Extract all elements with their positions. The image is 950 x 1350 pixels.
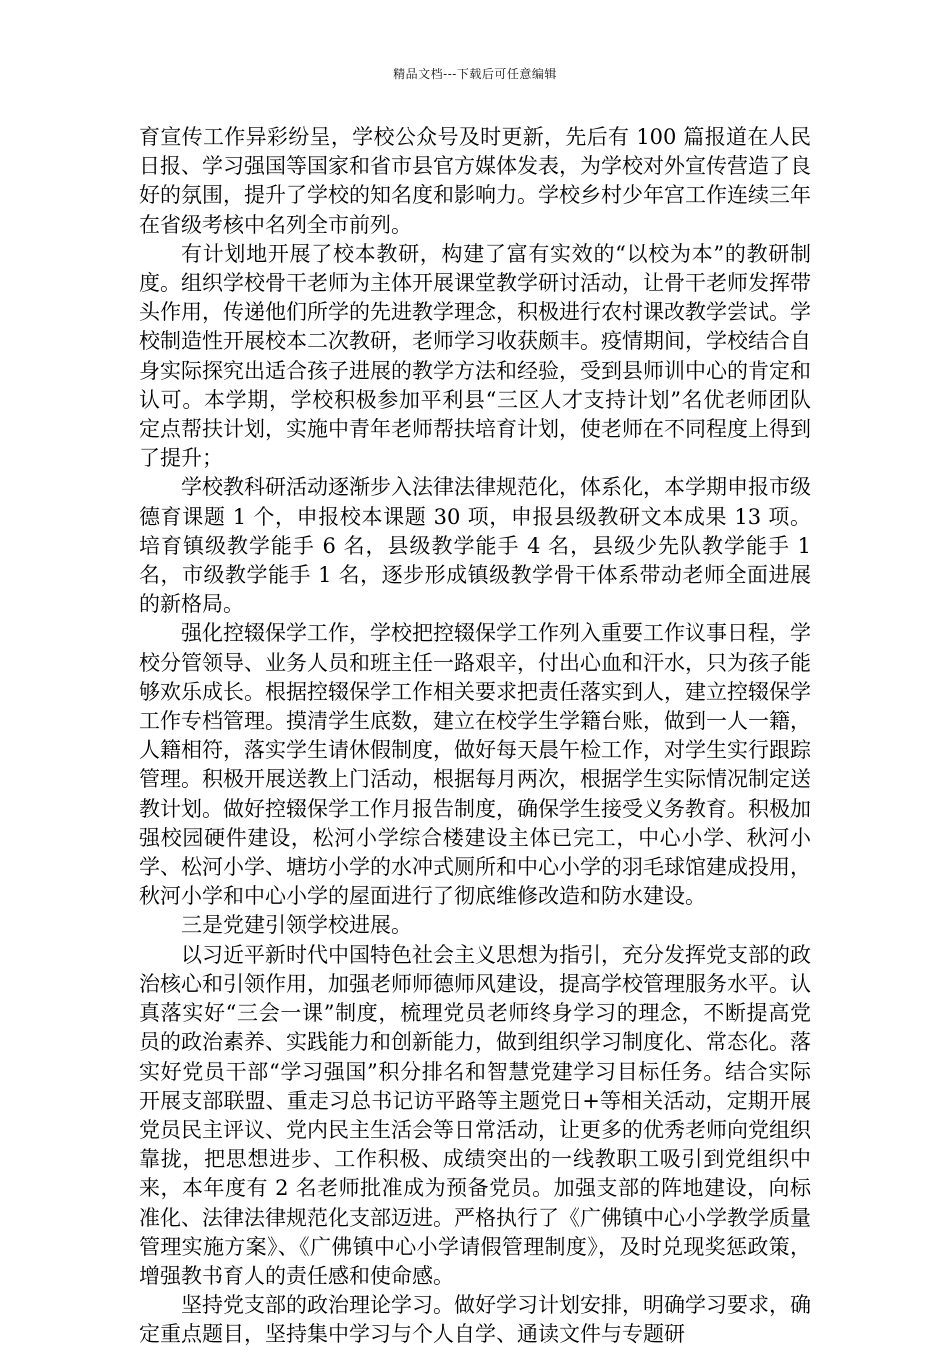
document-body (139, 123, 811, 1350)
paragraph: 育宣传工作异彩纷呈，学校公众号及时更新，先后有 100 篇报道在人民日报、学习强国等国家和省市县官方媒体发表，为学校对外宣传营造了良好的氛围，提升了学校的知名度和影响力。学校乡村少年宫工作连续三年在省级考核中名列全市前列。 (139, 125, 811, 237)
section-heading: 三是党建引领学校进展。 (181, 913, 412, 938)
paragraph: 坚持党支部的政治理论学习。做好学习计划安排，明确学习要求，确定重点题目，坚持集中学习与个人自学、通读文件与专题研 (139, 1293, 811, 1347)
paragraph: 以习近平新时代中国特色社会主义思想为指引，充分发挥党支部的政治核心和引领作用，加强老师师德师风建设，提高学校管理服务水平。认真落实好“三会一课”制度，梳理党员老师终身学习的理念，不断提高党员的政治素养、实践能力和创新能力，做到组织学习制度化、常态化。落实好党员干部“学习强国”积分排名和智慧党建学习目标任务。结合实际开展支部联盟、重走习总书记访平路等主题党日+等相关活动，定期开展党员民主评议、党内民主生活会等日常活动，让更多的优秀老师向党组织靠拢，把思想进步、工作积极、成绩突出的一线教职工吸引到党组织中来，本年度有 2 名老师批准成为预备党员。加强支部的阵地建设，向标准化、法律法律规范化支部迈进。严格执行了《广佛镇中心小学教学质量管理实施方案》、《广佛镇中心小学请假管理制度》，及时兑现奖惩政策，增强教书育人的责任感和使命感。 (139, 942, 811, 1288)
paragraph: 有计划地开展了校本教研，构建了富有实效的“以校为本”的教研制度。组织学校骨干老师为主体开展课堂教学研讨活动，让骨干老师发挥带头作用，传递他们所学的先进教学理念，积极进行农村课改教学尝试。学校制造性开展校本二次教研，老师学习收获颇丰。疫情期间，学校结合自身实际探究出适合孩子进展的教学方法和经验，受到县师训中心的肯定和认可。本学期，学校积极参加平利县“三区人才支持计划”名优老师团队定点帮扶计划，实施中青年老师帮扶培育计划，使老师在不同程度上得到了提升； (139, 241, 811, 471)
paragraph: 学校教科研活动逐渐步入法律法律规范化，体系化，本学期申报市级德育课题 1 个，申报校本课题 30 项，申报县级教研文本成果 13 项。培育镇级教学能手 6 名，县级教学能手 4 名，县级少先队教学能手 1 名，市级教学能手 1 名，逐步形成镇级教学骨干体系带动老师全面进展的新格局。 (139, 475, 811, 617)
paragraph: 强化控辍保学工作，学校把控辍保学工作列入重要工作议事日程，学校分管领导、业务人员和班主任一路艰辛，付出心血和汗水，只为孩子能够欢乐成长。根据控辍保学工作相关要求把责任落实到人，建立控辍保学工作专档管理。摸清学生底数，建立在校学生学籍台账，做到一人一籍，人籍相符，落实学生请休假制度，做好每天晨午检工作，对学生实行跟踪管理。积极开展送教上门活动，根据每月两次，根据学生实际情况制定送教计划。做好控辍保学工作月报告制度，确保学生接受义务教育。积极加强校园硬件建设，松河小学综合楼建设主体已完工，中心小学、秋河小学、松河小学、塘坊小学的水冲式厕所和中心小学的羽毛球馆建成投用，秋河小学和中心小学的屋面进行了彻底维修改造和防水建设。 (139, 621, 811, 909)
page-header: 精品文档---下载后可任意编辑 (393, 67, 557, 81)
